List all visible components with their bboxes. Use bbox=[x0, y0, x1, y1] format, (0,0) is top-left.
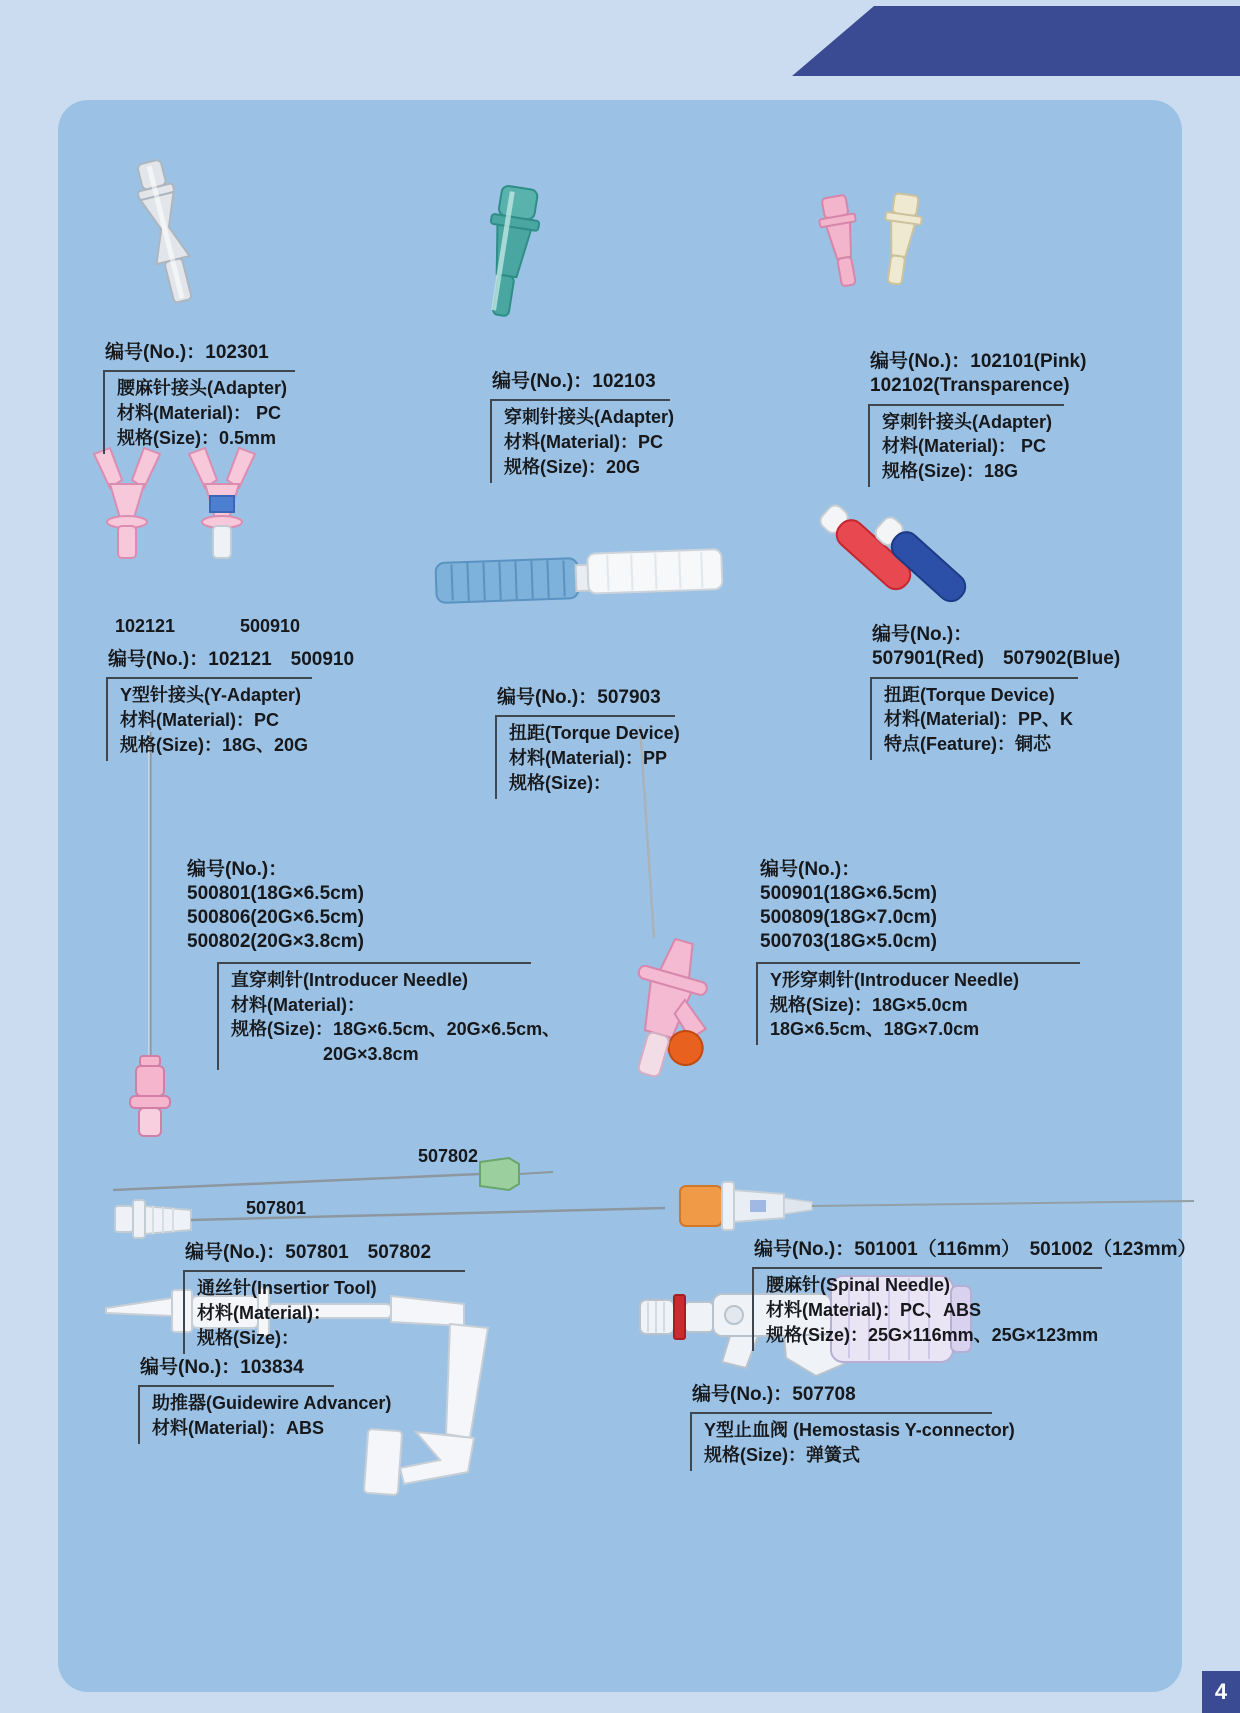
spec-line: 扭距(Torque Device) bbox=[509, 723, 680, 744]
spec-line: 材料(Material)：PC、ABS bbox=[766, 1300, 982, 1321]
image-label-102121: 102121 bbox=[115, 616, 176, 636]
spec-line: 材料(Material)： PC bbox=[882, 436, 1047, 457]
product-number: 编号(No.)：102103 bbox=[490, 370, 670, 401]
product-number: 编号(No.)：507801 507802 bbox=[183, 1241, 465, 1272]
product-number: 编号(No.)：507708 bbox=[690, 1383, 992, 1414]
spec-line: 穿刺针接头(Adapter) bbox=[504, 407, 674, 428]
product-card-501001-501002 bbox=[752, 1238, 1197, 1351]
product-card-102101-102102 bbox=[868, 350, 1087, 487]
spec-line: 扭距(Torque Device) bbox=[884, 684, 1055, 705]
spec-line: 助推器(Guidewire Advancer) bbox=[152, 1393, 392, 1414]
spec-line: 直穿刺针(Introducer Needle) bbox=[231, 969, 469, 990]
spinal-needle-image bbox=[672, 1176, 1202, 1240]
spec-line: 20G×3.8cm bbox=[323, 1044, 419, 1065]
page-number: 4 bbox=[1214, 1679, 1228, 1704]
spec-line: 材料(Material)：PP bbox=[509, 748, 668, 769]
spec-line: 规格(Size)：18G×5.0cm bbox=[770, 994, 968, 1015]
spec-line: 规格(Size)：25G×116mm、25G×123mm bbox=[766, 1324, 1099, 1345]
product-number: 编号(No.)：102121 500910 bbox=[106, 648, 312, 679]
adapter-102301-image bbox=[118, 156, 214, 308]
spec-line: 规格(Size)：18G、20G bbox=[120, 734, 309, 755]
product-number: 编号(No.)： 500801(18G×6.5cm) 500806(20G×6.5cm) 500802(20G×3.8cm) bbox=[187, 859, 364, 952]
spec-line: 规格(Size)：18G bbox=[882, 461, 1019, 482]
adapter-102101-102102-image bbox=[806, 186, 936, 304]
product-card-102301 bbox=[103, 341, 295, 454]
spec-line: Y型针接头(Y-Adapter) bbox=[120, 685, 302, 706]
spec-line: Y形穿刺针(Introducer Needle) bbox=[770, 969, 1020, 990]
product-card-introducer-y bbox=[758, 858, 1080, 1045]
insertion-tool-507801-507802-image bbox=[105, 1148, 705, 1248]
spec-line: 材料(Material)：PC bbox=[504, 432, 664, 453]
product-number: 编号(No.)：102301 bbox=[103, 341, 295, 372]
product-card-507903 bbox=[495, 686, 680, 799]
product-card-507801-507802 bbox=[183, 1241, 465, 1354]
image-label-507802: 507802 bbox=[418, 1146, 479, 1166]
torque-device-507901-507902-image bbox=[830, 476, 990, 621]
product-card-507708 bbox=[690, 1383, 1015, 1471]
spec-line: 材料(Material)：PP、K bbox=[884, 709, 1074, 730]
page-number-tab bbox=[1202, 1671, 1240, 1713]
spec-line: 穿刺针接头(Adapter) bbox=[882, 411, 1052, 432]
spec-line: 材料(Material)： bbox=[231, 994, 366, 1015]
spec-line: 材料(Material)：ABS bbox=[152, 1418, 325, 1439]
spec-line: 规格(Size)：18G×6.5cm、20G×6.5cm、 bbox=[231, 1019, 561, 1040]
spec-line: 特点(Feature)：铜芯 bbox=[884, 734, 1052, 755]
product-number: 编号(No.)：501001（116mm） 501002（123mm） bbox=[752, 1238, 1102, 1269]
product-number: 编号(No.)：507903 bbox=[495, 686, 675, 717]
header-banner bbox=[778, 6, 1240, 76]
product-number: 编号(No.)：102101(Pink) 102102(Transparence) bbox=[868, 350, 1064, 406]
product-card-introducer-straight bbox=[185, 858, 561, 1070]
introducer-needle-straight-image bbox=[128, 726, 188, 1140]
spec-line: Y型止血阀 (Hemostasis Y-connector) bbox=[704, 1420, 1015, 1441]
product-number: 编号(No.)： 500901(18G×6.5cm) 500809(18G×7.0cm) 500703(18G×5.0cm) bbox=[760, 859, 937, 952]
spec-line: 材料(Material)：PC bbox=[120, 710, 280, 731]
spec-line: 规格(Size)：弹簧式 bbox=[704, 1445, 861, 1466]
product-number: 编号(No.)：103834 bbox=[138, 1356, 334, 1387]
spec-line: 规格(Size)：0.5mm bbox=[117, 427, 277, 448]
spec-line: 规格(Size)： bbox=[197, 1327, 300, 1348]
spec-line: 腰麻针接头(Adapter) bbox=[117, 378, 287, 399]
product-number: 编号(No.)： 507901(Red) 507902(Blue) bbox=[870, 623, 1078, 679]
spec-line: 规格(Size)： bbox=[509, 772, 612, 793]
spec-line: 腰麻针(Spinal Needle) bbox=[766, 1275, 951, 1296]
y-adapter-102121-500910-image bbox=[82, 446, 277, 581]
spec-line: 规格(Size)：20G bbox=[504, 456, 641, 477]
product-card-103834 bbox=[138, 1356, 392, 1444]
product-card-102121-500910 bbox=[106, 648, 355, 761]
image-label-500910: 500910 bbox=[240, 616, 301, 636]
spec-line: 材料(Material)： bbox=[197, 1303, 332, 1324]
product-card-507901-507902 bbox=[870, 623, 1121, 760]
spec-line: 材料(Material)： PC bbox=[117, 403, 282, 424]
image-label-507801: 507801 bbox=[246, 1198, 307, 1218]
torque-device-507903-image bbox=[430, 541, 730, 613]
spec-line: 18G×6.5cm、18G×7.0cm bbox=[770, 1019, 980, 1040]
spec-line: 通丝针(Insertior Tool) bbox=[197, 1278, 377, 1299]
adapter-102103-image bbox=[472, 184, 548, 324]
product-card-102103 bbox=[490, 370, 674, 483]
